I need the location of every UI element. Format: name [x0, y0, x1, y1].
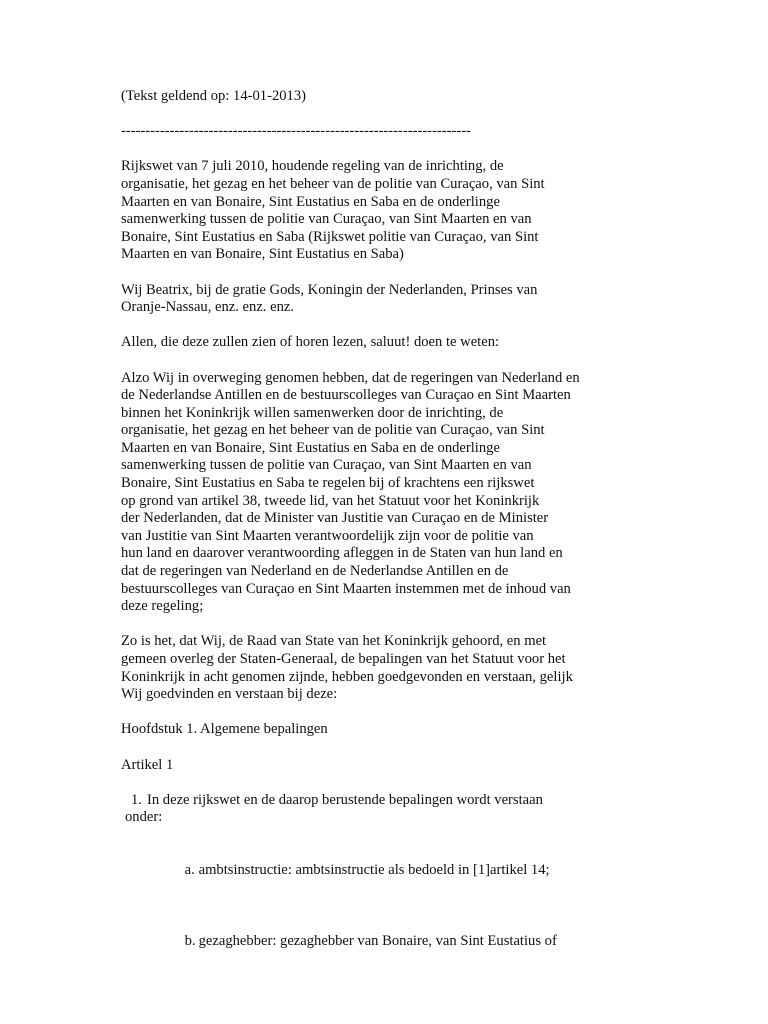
text-line: Bonaire, Sint Eustatius en Saba (Rijkswet politie van Curaçao, van Sint — [121, 228, 539, 245]
text-line: Wij goedvinden en verstaan bij deze: — [121, 686, 338, 703]
text-line: Maarten en van Bonaire, Sint Eustatius en Saba) — [121, 246, 404, 263]
list-item — [121, 792, 721, 827]
list-item-number: 1. — [131, 791, 142, 808]
text-line: der Nederlanden, dat de Minister van Justitie van Curaçao en de Minister — [121, 510, 549, 527]
subitem-text: ambtsinstructie: ambtsinstructie als bedoeld in [1]artikel 14; — [198, 862, 550, 879]
salutation-paragraph — [121, 334, 721, 352]
text-line: organisatie, het gezag en het beheer van de politie van Curaçao, van Sint — [121, 422, 545, 439]
text-line: deze regeling; — [121, 598, 204, 615]
chapter-heading — [121, 721, 721, 739]
text-line: Wij Beatrix, bij de gratie Gods, Koningin der Nederlanden, Prinses van — [121, 281, 538, 298]
validity-text: (Tekst geldend op: 14-01-2013) — [121, 88, 307, 104]
validity-date-line — [121, 88, 721, 106]
chapter-heading-text: Hoofdstuk 1. Algemene bepalingen — [121, 721, 328, 738]
text-line: dat de regeringen van Nederland en de Nederlandse Antillen en de — [121, 563, 509, 580]
text-line: Oranje-Nassau, enz. enz. enz. — [121, 299, 295, 316]
separator-line — [121, 123, 721, 141]
article-heading — [121, 757, 721, 775]
list-subitem — [121, 845, 721, 898]
text-line: van Justitie van Sint Maarten verantwoordelijk zijn voor de politie van — [121, 527, 534, 544]
text-line: samenwerking tussen de politie van Curaçao, van Sint Maarten en van — [121, 457, 532, 474]
list-subitem — [121, 915, 721, 968]
text-line: Zo is het, dat Wij, de Raad van State van het Koninkrijk gehoord, en met — [121, 633, 547, 650]
text-line: gemeen overleg der Staten-Generaal, de bepalingen van het Statuut voor het — [121, 651, 566, 667]
text-line: binnen het Koninkrijk willen samenwerken door de inrichting, de — [121, 404, 504, 421]
article-heading-text: Artikel 1 — [121, 756, 174, 773]
text-line: hun land en daarover verantwoording afleggen in de Staten van hun land en — [121, 545, 563, 562]
document-page — [121, 88, 721, 985]
enactment-paragraph — [121, 633, 721, 703]
list-item-text: In deze rijkswet en de daarop berustende bepalingen wordt verstaan — [147, 791, 543, 808]
text-line: Maarten en van Bonaire, Sint Eustatius en Saba en de onderlinge — [121, 193, 500, 210]
preamble-paragraph — [121, 282, 721, 317]
subitem-letter: a. — [184, 862, 195, 879]
text-line: Bonaire, Sint Eustatius en Saba te regelen bij of krachtens een rijkswet — [121, 475, 535, 492]
text-line: bestuurscolleges van Curaçao en Sint Maarten instemmen met de inhoud van — [121, 580, 571, 597]
subitem-letter: b. — [184, 932, 196, 949]
text-line: Allen, die deze zullen zien of horen lezen, saluut! doen te weten: — [121, 334, 500, 351]
text-line: samenwerking tussen de politie van Curaçao, van Sint Maarten en van — [121, 211, 532, 228]
text-line: organisatie, het gezag en het beheer van de politie van Curaçao, van Sint — [121, 175, 545, 192]
text-line: Maarten en van Bonaire, Sint Eustatius en Saba en de onderlinge — [121, 439, 500, 456]
text-line: op grond van artikel 38, tweede lid, van het Statuut voor het Koninkrijk — [121, 492, 540, 509]
separator-text: ------------------------------------------------------------------------ — [121, 123, 471, 140]
subitem-text: gezaghebber: gezaghebber van Bonaire, van Sint Eustatius of — [198, 932, 557, 949]
text-line: Alzo Wij in overweging genomen hebben, dat de regeringen van Nederland en — [121, 369, 580, 386]
list-item-text-continued: onder: — [125, 809, 163, 826]
considerations-paragraph — [121, 370, 721, 616]
text-line: Rijkswet van 7 juli 2010, houdende regeling van de inrichting, de — [121, 158, 504, 175]
title-paragraph — [121, 158, 721, 264]
text-line: de Nederlandse Antillen en de bestuurscolleges van Curaçao en Sint Maarten — [121, 387, 571, 404]
text-line: Koninkrijk in acht genomen zijnde, hebben goedgevonden en verstaan, gelijk — [121, 668, 573, 685]
